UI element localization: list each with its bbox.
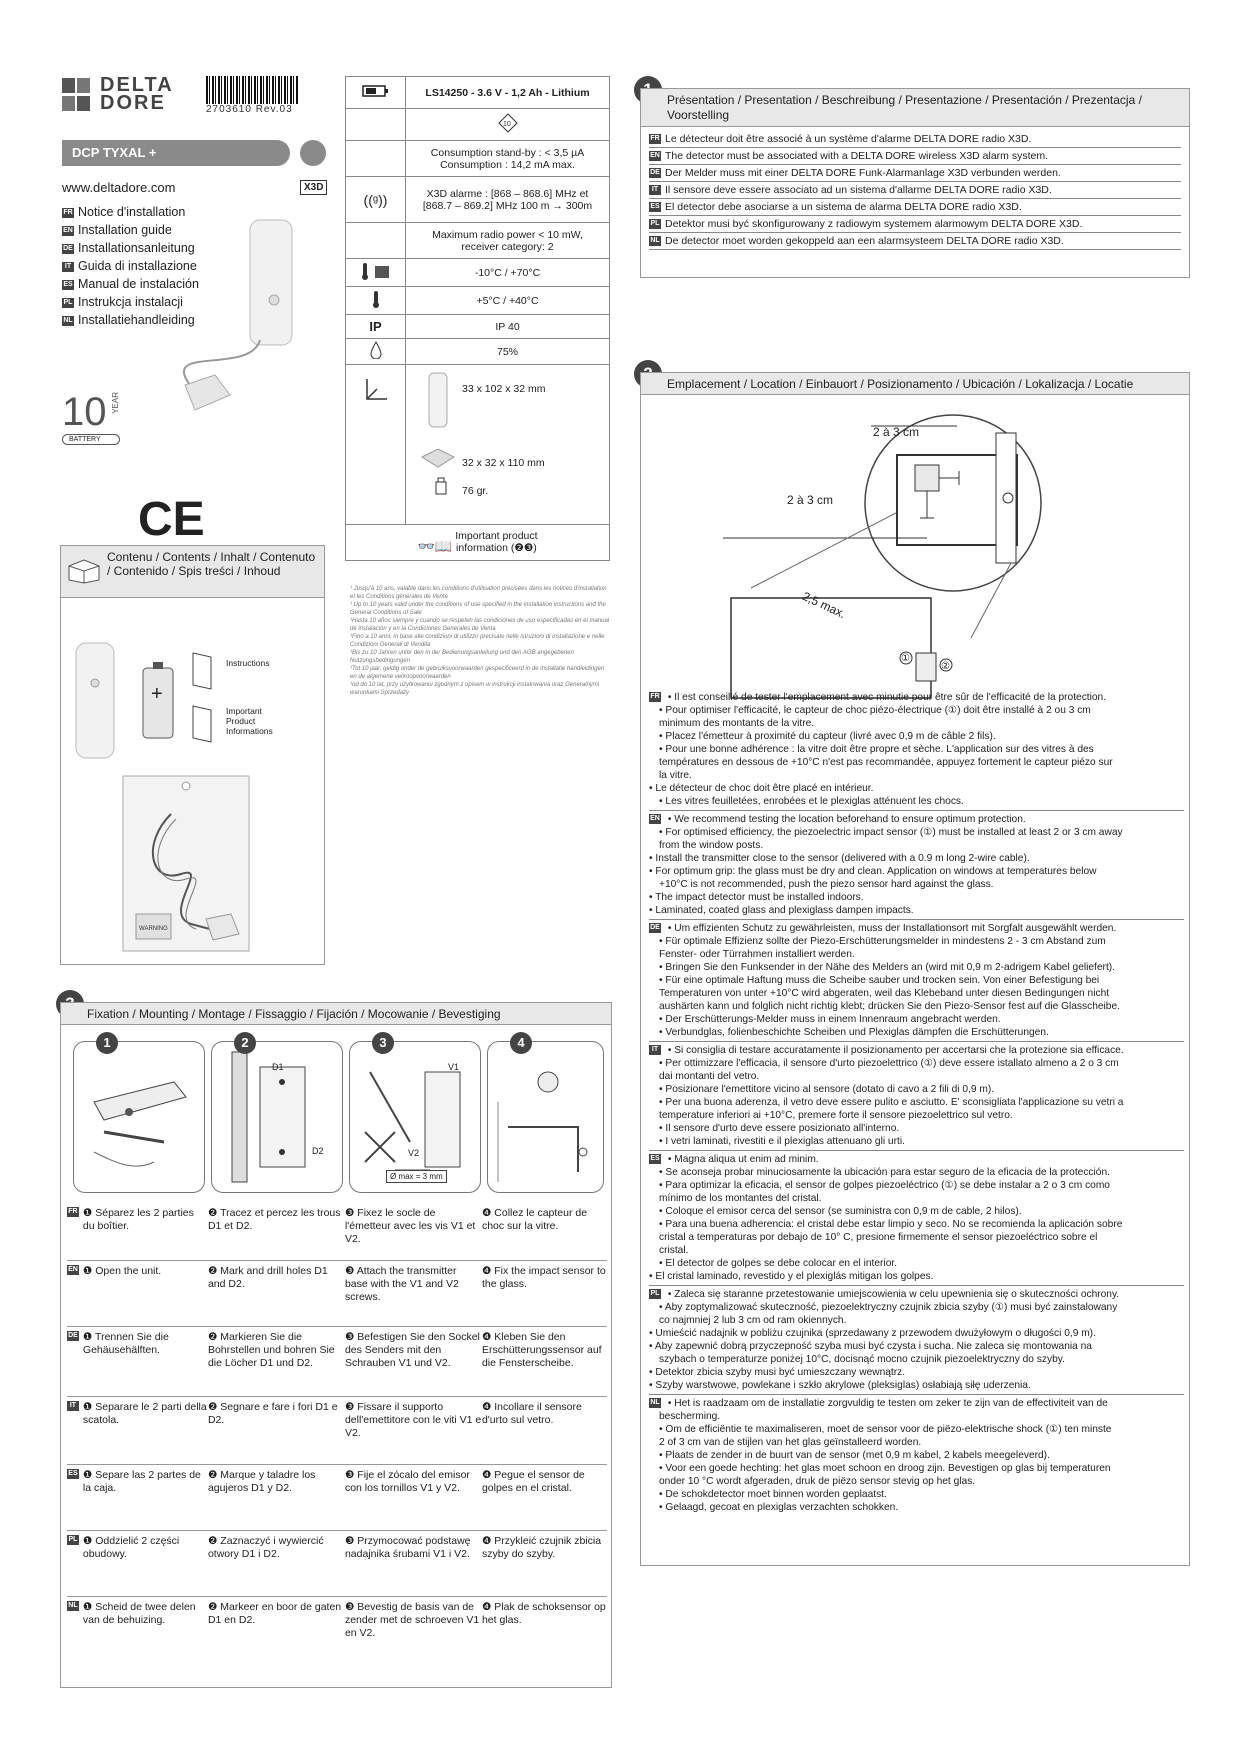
humidity-drop-icon [346, 339, 406, 365]
presentation-line: EN The detector must be associated with a DELTA DORE wireless X3D alarm system. [649, 148, 1181, 165]
cable-bag-image [121, 774, 251, 954]
dim-transmitter: 33 x 102 x 32 mm [462, 383, 546, 395]
v2-label: V2 [408, 1148, 420, 1158]
lang-item: DE Installationsanleitung [63, 241, 195, 255]
section1-title: Présentation / Presentation / Beschreibung / Presentazione / Presentación / Prezentacja / Voorstelling [641, 89, 1189, 127]
step4-badge: 4 [510, 1032, 532, 1054]
lang-item: NL Installatiehandleiding [63, 313, 195, 327]
steps-row: DE ❶ Trennen Sie die Gehäusehälften. ❷ Markieren Sie die Bohrstellen und bohren Sie die Löcher D1 und D2. ❸ Befestigen Sie den Sockel des Senders mit den Schrauben V1 und V2. ❹ Kleben Sie den Erschütterungssensor auf die Fensterscheibe. [67, 1327, 607, 1397]
document-ref: 2703610 Rev.03 [206, 104, 293, 115]
step4-illustration [487, 1035, 604, 1193]
steps-row: PL ❶ Oddzielić 2 części obudowy. ❷ Zaznaczyć i wywiercić otwory D1 i D2. ❸ Przymocować podstawę nadajnika śrubami V1 i V2. ❹ Przykleić czujnik zbicia szyby do szyby. [67, 1531, 607, 1597]
brand-name-line2: DORE [100, 92, 166, 114]
banner-circle [300, 140, 326, 166]
battery-word: BATTERY [62, 434, 120, 445]
para-it: IT • Si consiglia di testare accuratamente il posizionamento per accertarsi che la protezione sia efficace. • Per ottimizzare l'efficacia, il sensore d'urto piezoelettrico (①) deve essere istallato almeno a 2 o 3 cm dai montanti del vetro. • Posizionare l'emettitore vicino al sensore (dotato di cavo a 2 fili di 0,9 m). • Per una buona aderenza, il vetro deve essere pulito e asciutto. E' sconsigliata l'applicazione su vetri a temperature inferiori ai +10°C, premere forte il sensore piezoelettrico sul vetro. • Il sensore d'urto deve essere posizionato all'interno. • I vetri laminati, rivestiti e il plexiglas attenuano gli urti. [649, 1042, 1184, 1151]
important-info-row: 👓📖 Important product information (❷❸) [346, 525, 610, 561]
para-pl: PL • Zaleca się staranne przetestowanie umiejscowienia w celu upewnienia się o skuteczności ochrony. • Aby zoptymalizować skuteczność, piezoelektryczny czujnik zbicia szyby (①) musi być zainstalowany co najmniej 2 lub 3 cm od ram okiennych. • Umieścić nadajnik w pobliżu czujnika (sprzedawany z przewodem dwużyłowym o długości 0,9 m). • Aby zapewnić dobrą przyczepność szyba musi być czysta i sucha. Nie zaleca się montowania na szybach o temperaturze poniżej 10°C, docisnąć mocno czujnik piezoelektryczny do szyby. • Detektor zbicia szyby musi być umieszczany wewnątrz. • Szyby warstwowe, powlekane i szkło akrylowe (pleksiglas) osłabiają siłę uderzenia. [649, 1286, 1184, 1395]
sensor-image [418, 445, 458, 471]
presentation-line: ES El detector debe asociarse a un sistema de alarma DELTA DORE radio X3D. [649, 199, 1181, 216]
dimensions-axes-icon [346, 365, 406, 525]
para-fr: FR • Il est conseillé de tester l'emplacement avec minutie pour être sûr de l'efficacité de la protection. • Pour optimiser l'efficacité, le capteur de choc piézo-électrique (①) doit être installé à 2 ou 3 cm minimum des montants de la vitre. • Placez l'émetteur à proximité du capteur (livré avec 0,9 m de câble 2 fils). • Pour une bonne adhérence : la vitre doit être propre et sèche. L'application sur des vitres à des températures en dessous de +10°C n'est pas recommandée, appuyez fortement le capteur piézo sur la vitre. • Le détecteur de choc doit être placé en intérieur. • Les vitres feuilletées, enrobées et le plexiglas atténuent les chocs. [649, 691, 1184, 811]
barcode [206, 76, 298, 104]
ce-mark: CE [138, 493, 205, 546]
section1-box [640, 88, 1190, 278]
transmitter-marker: ② [941, 661, 950, 672]
battery-years: 10 [62, 390, 107, 434]
steps-row: ES ❶ Separe las 2 partes de la caja. ❷ Marque y taladre los agujeros D1 y D2. ❸ Fije el zócalo del emisor con los tornillos V1 y V2. ❹ Pegue el sensor de golpes en el cristal. [67, 1465, 607, 1531]
mounting-steps [67, 1203, 607, 1657]
section3-title: Fixation / Mounting / Montage / Fissaggio / Fijación / Mocowanie / Bevestiging [61, 1003, 611, 1025]
presentation-line: FR Le détecteur doit être associé à un système d'alarme DELTA DORE radio X3D. [649, 131, 1181, 148]
transmitter-image [426, 371, 452, 431]
step2-badge: 2 [234, 1032, 256, 1054]
temperature-icon [346, 287, 406, 315]
spec-consumption: Consumption stand-by : < 3,5 µA Consumption : 14,2 mA max. [406, 141, 610, 177]
step1-badge: 1 [96, 1032, 118, 1054]
lang-item: FR Notice d'installation [63, 205, 186, 219]
ten-year-icon [406, 109, 610, 141]
lang-item: ES Manual de instalación [63, 277, 199, 291]
lang-item: PL Instrukcja instalacji [63, 295, 183, 309]
delta-dore-logo-icon [62, 78, 92, 112]
spec-temp-use: +5°C / +40°C [406, 287, 610, 315]
product-name-banner: DCP TYXAL + [62, 140, 290, 166]
instructions-booklet-icon [191, 651, 221, 691]
para-de: DE • Um effizienten Schutz zu gewährleisten, muss der Installationsort mit Sorgfalt ausgewählt werden. • Für optimale Effizienz sollte der Piezo-Erschütterungsmelder in mindestens 2 - 3 cm Abstand zum Fenster- oder Türrahmen installiert werden. • Bringen Sie den Funksender in der Nähe des Melders an (wird mit 0,9 m 2-adrigem Kabel geliefert). • Für eine optimale Haftung muss die Scheibe sauber und trocken sein. Von einer Befestigung bei Temperaturen von unter +10°C wird abgeraten, weil das Klebeband unter diesen Bedingungen nicht aushärten kann und folglich nicht richtig klebt; drücken Sie den Piezo-Sensor fest auf die Glasscheibe. • Der Erschütterungs-Melder muss in einem Innenraum angebracht werden. • Verbundglas, folienbeschichte Scheiben und Plexiglas dämpfen die Erschütterungen. [649, 920, 1184, 1042]
product-detector-image [140, 215, 300, 455]
steps-row: EN ❶ Open the unit. ❷ Mark and drill holes D1 and D2. ❸ Attach the transmitter base with the V1 and V2 screws. ❹ Fix the impact sensor to the glass. [67, 1261, 607, 1327]
distance-label-2: 2 à 3 cm [787, 493, 834, 507]
steps-row: FR ❶ Séparez les 2 parties du boîtier. ❷ Tracez et percez les trous D1 et D2. ❸ Fixez le socle de l'émetteur avec les vis V1 et V2. ❹ Collez le capteur de choc sur la vitre. [67, 1203, 607, 1261]
distance-label-1: 2 à 3 cm [873, 425, 920, 439]
steps-row: NL ❶ Scheid de twee delen van de behuizing. ❷ Markeer en boor de gaten D1 en D2. ❸ Bevestig de basis van de zender met de schroeven V1 en V2. ❹ Plak de schoksensor op het glas. [68, 1601, 606, 1639]
section2-box [640, 372, 1190, 1566]
lang-item: EN Installation guide [63, 223, 172, 237]
x3d-badge: X3D [300, 180, 327, 195]
spec-battery: LS14250 - 3.6 V - 1,2 Ah - Lithium [406, 77, 610, 109]
storage-temperature-icon [346, 259, 406, 287]
presentation-lines [641, 127, 1189, 250]
spec-temp-storage: -10°C / +70°C [406, 259, 610, 287]
svg-text:+: + [151, 683, 163, 705]
presentation-line: DE Der Melder muss mit einer DELTA DORE Funk-Alarmanlage X3D verbunden werden. [649, 165, 1181, 182]
battery-icon [346, 77, 406, 109]
instructions-label: Instructions [226, 658, 270, 668]
para-es: ES • Magna aliqua ut enim ad minim. • Se aconseja probar minuciosamente la ubicación para estar seguro de la eficacia de la protección. • Para optimizar la eficacia, el sensor de golpes piezoeléctrico (①) se debe instalar a 2 o 3 cm como mínimo de los montantes del cristal. • Coloque el emisor cerca del sensor (se suministra con 0,9 m de cable, 2 hilos). • Para una buena adherencia: el cristal debe estar limpio y seco. No se recomienda la aplicación sobre cristal a temperaturas por debajo de 10° C, presione firmemente el sensor piezoeléctrico sobre el cristal. • El detector de golpes se debe colocar en el interior. • El cristal laminado, revestido y el plexiglás mitigan los golpes. [649, 1151, 1184, 1286]
battery-10-year-badge [62, 392, 120, 445]
lang-item: IT Guida di installazione [62, 257, 199, 275]
radio-waves-icon: ((ᵍ)) [346, 177, 406, 223]
max-distance-label: 2,5 max. [800, 588, 848, 622]
spec-weight: 76 gr. [462, 485, 489, 497]
step3-badge: 3 [372, 1032, 394, 1054]
para-nl: NL • Het is raadzaam om de installatie zorgvuldig te testen om zeker te zijn van de effectiviteit van de bescherming. • Om de efficiëntie te maximaliseren, moet de sensor voor de piëzo-elektrische shock (①) ten minste 2 of 3 cm van de stijlen van het glas geïnstalleerd worden. • Plaats de zender in de buurt van de sensor (met 0,9 m kabel, 2 kabels meegeleverd). • Voor een goede hechting: het glas moet schoon en droog zijn. Bevestigen op glas bij temperaturen onder 10 °C wordt afgeraden, druk de piëzo sensor stevig op het glas. • De schokdetector moet binnen worden geplaatst. • Gelaagd, gecoat en plexiglas verzachten schokken. [650, 1398, 1112, 1513]
detector-battery-image [71, 638, 191, 763]
presentation-line: IT Il sensore deve essere associato ad un sistema d'allarme DELTA DORE radio X3D. [649, 182, 1181, 199]
website-url: www.deltadore.com [62, 180, 176, 195]
step1-illustration [73, 1035, 205, 1193]
warning-label: WARNING [139, 926, 168, 932]
dim-sensor: 32 x 32 x 110 mm [462, 457, 545, 469]
brand-name-line1: DELTA [100, 74, 174, 96]
box-icon [67, 556, 101, 584]
weight-icon [434, 477, 448, 495]
steps-row: IT ❶ Separare le 2 parti della scatola. ❷ Segnare e fare i fori D1 e D2. ❸ Fissare il supporto dell'emettitore con le viti V1 e V2. ❹ Incollare il sensore d'urto sul vetro. [67, 1397, 607, 1465]
presentation-line: NL De detector moet worden gekoppeld aan een alarmsysteem DELTA DORE radio X3D. [649, 233, 1181, 250]
glasses-booklet-icon: 👓📖 [417, 538, 453, 554]
presentation-line: PL Detektor musi być skonfigurowany z radiowym systemem alarmowym DELTA DORE X3D. [649, 216, 1181, 233]
contents-title: Contenu / Contents / Inhalt / Contenuto / Contenido / Spis treści / Inhoud [107, 550, 316, 578]
v1-label: V1 [448, 1062, 460, 1072]
location-instructions [649, 691, 1184, 1516]
contents-box [60, 545, 325, 965]
diameter-label: Ø max = 3 mm [386, 1170, 447, 1183]
contents-header [61, 546, 324, 598]
location-diagram [721, 403, 1141, 703]
d1-label: D1 [272, 1062, 284, 1072]
info-booklet-icon [191, 704, 221, 744]
ip-label: IP [346, 315, 406, 339]
footnotes: ¹ Jusqu'à 10 ans, valable dans les conditions d'utilisation précisées dans les notices d'installation et les Conditions générales de Vente ¹ Up to 10 years valid under the conditions of use specified in the installation instructions and the General Conditions of Sale ¹Hasta 10 años siempre y cuando se respeten las condiciones de uso especificadas en el manual de instalación y en la Condiciones Generales de Venta ¹Fino a 10 anni, in base alle condizioni di utilizzo precisate nelle istruzioni di installazione e nelle Condizioni Generali di Vendita ¹Bis zu 10 Jahren unter den in der Bedienungsanleitung und den AGB angegebenen Nutzungsbedingungen ¹Tot 10 jaar, geldig onder de gebruiksvoorwaarden gespecificeerd in de installatie handleidingen en de algemene verkoopvoorwaarden ¹od do 10 lat, przy użytkowaniu zgodnym z opisem w instrukcji instalowania oraz Generalnymi warunkami Sprzedaży [350, 586, 610, 696]
spec-radio: X3D alarme : [868 – 868.6] MHz et [868.7 – 869.2] MHz 100 m → 300m [406, 177, 610, 223]
spec-dimensions [406, 365, 610, 525]
important-info-label: Important Product Informations [226, 706, 273, 736]
spec-humidity: 75% [406, 339, 610, 365]
svg-text:10: 10 [502, 121, 511, 128]
d2-label: D2 [312, 1146, 324, 1156]
spec-ip: IP 40 [406, 315, 610, 339]
step3-illustration [349, 1035, 481, 1193]
section2-title: Emplacement / Location / Einbauort / Posizionamento / Ubicación / Lokalizacja / Locatie [641, 373, 1189, 395]
section3-box [60, 1002, 612, 1688]
para-en: EN • We recommend testing the location beforehand to ensure optimum protection. • For optimised efficiency, the piezoelectric impact sensor (①) must be installed at least 2 or 3 cm away from the window posts. • Install the transmitter close to the sensor (delivered with a 0.9 m long 2-wire cable). • For optimum grip: the glass must be dry and clean. Application on windows at temperatures below +10°C is not recommended, push the piezo sensor hard against the glass. • The impact detector must be installed indoors. • Laminated, coated glass and plexiglass dampen impacts. [649, 811, 1184, 920]
specs-table [345, 76, 610, 561]
spec-radio-power: Maximum radio power < 10 mW, receiver category: 2 [406, 223, 610, 259]
step2-illustration [211, 1035, 343, 1193]
year-word: YEAR [110, 392, 120, 414]
brand-name [100, 76, 174, 112]
sensor-marker: ① [901, 653, 910, 664]
